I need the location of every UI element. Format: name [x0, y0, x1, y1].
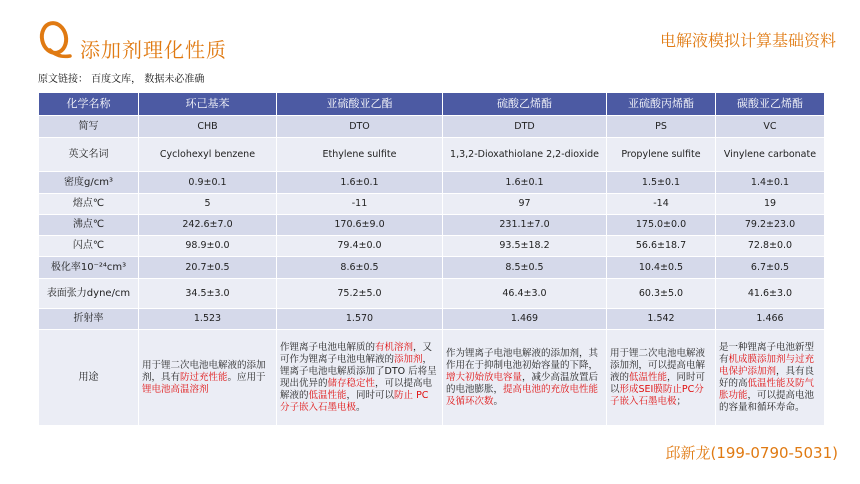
table-row: [39, 138, 825, 172]
table-cell: 10.4±0.5: [607, 257, 716, 279]
usage-cell: [139, 330, 277, 426]
table-cell: -14: [607, 194, 716, 215]
usage-text: 。应用于: [227, 371, 266, 383]
table-row: [39, 116, 825, 138]
highlighted-text: 低温性能及防气胀功能: [719, 377, 815, 401]
highlighted-text: 储存稳定性: [327, 377, 376, 389]
column-header: 亚硫酸丙烯酯: [607, 93, 716, 116]
table-cell: 8.6±0.5: [277, 257, 443, 279]
usage-text: 用于锂二次电池电解液的添加剂，具有: [142, 359, 266, 383]
row-label: 闪点℃: [39, 236, 139, 257]
row-label: 简写: [39, 116, 139, 138]
usage-text: ；: [676, 395, 687, 407]
column-header: 亚硫酸亚乙酯: [277, 93, 443, 116]
table-cell: 56.6±18.7: [607, 236, 716, 257]
table-cell: 19: [716, 194, 825, 215]
highlighted-text: 低温性能: [629, 371, 668, 383]
row-label: 熔点℃: [39, 194, 139, 215]
row-label: 折射率: [39, 309, 139, 330]
source-note: 原文链接： 百度文库， 数据未必准确: [38, 74, 205, 85]
table-cell: 5: [139, 194, 277, 215]
usage-text: 是一种锂离子电池新型有: [719, 341, 815, 365]
highlighted-text: 提高电池的充放电性能及循环次数: [446, 383, 599, 407]
highlighted-text: 机成膜添加剂与过充电保护添加剂: [719, 353, 815, 377]
table-cell: 1.6±0.1: [277, 172, 443, 194]
table-cell: 1.469: [443, 309, 607, 330]
table-cell: 72.8±0.0: [716, 236, 825, 257]
table-cell: 1.523: [139, 309, 277, 330]
highlighted-text: 防止 PC 分子嵌入石墨电极: [280, 389, 429, 413]
usage-cell: [607, 330, 716, 426]
table-cell: 231.1±7.0: [443, 215, 607, 236]
usage-text: 。: [356, 401, 366, 413]
table-cell: 79.2±23.0: [716, 215, 825, 236]
table-cell: 1.570: [277, 309, 443, 330]
highlighted-text: 增大初始放电容量: [446, 371, 523, 383]
table-cell: DTD: [443, 116, 607, 138]
column-header: 硫酸乙烯酯: [443, 93, 607, 116]
contact-info: 邱新龙(199-0790-5031): [665, 444, 838, 462]
table-cell: Ethylene sulfite: [277, 138, 443, 172]
column-header: 环己基苯: [139, 93, 277, 116]
table-row: [39, 257, 825, 279]
table-cell: 1.4±0.1: [716, 172, 825, 194]
usage-cell: [716, 330, 825, 426]
table-cell: 41.6±3.0: [716, 279, 825, 309]
table-cell: 93.5±18.2: [443, 236, 607, 257]
usage-row: [39, 330, 825, 426]
table-row: [39, 172, 825, 194]
row-label: 沸点℃: [39, 215, 139, 236]
usage-text: ，同时可以: [610, 371, 706, 395]
usage-text: 用于锂二次电池电解液添加剂，可以提高电解液的: [610, 347, 706, 383]
table-cell: VC: [716, 116, 825, 138]
table-cell: 1.5±0.1: [607, 172, 716, 194]
row-label: 极化率10⁻²⁴cm³: [39, 257, 139, 279]
doc-series-title: 电解液模拟计算基础资料: [659, 31, 836, 50]
row-label: 英文名词: [39, 138, 139, 172]
highlighted-text: 有机溶剂: [375, 341, 414, 353]
table-cell: 1.542: [607, 309, 716, 330]
table-cell: 46.4±3.0: [443, 279, 607, 309]
usage-text: ，又可作为锂离子电池电解液的: [280, 341, 433, 365]
column-header: 化学名称: [39, 93, 139, 116]
row-label: 表面张力dyne/cm: [39, 279, 139, 309]
table-cell: 34.5±3.0: [139, 279, 277, 309]
usage-text: ，锂离子电池电解质添加了DTO 后将呈现出优异的: [280, 353, 437, 389]
table-row: [39, 309, 825, 330]
q-logo-icon: [36, 20, 72, 60]
column-header: 碳酸亚乙烯酯: [716, 93, 825, 116]
page-title: 添加剂理化性质: [80, 38, 227, 62]
highlighted-text: 形成SEI膜防止PC分子嵌入石墨电极: [610, 383, 704, 407]
usage-text: 。: [493, 395, 504, 407]
usage-text: ，可以提高电解液的: [280, 377, 433, 401]
usage-text: ，减少高温放置后的电池膨胀，: [446, 371, 599, 395]
table-cell: 170.6±9.0: [277, 215, 443, 236]
table-cell: 97: [443, 194, 607, 215]
highlighted-text: 防过充性能: [180, 371, 228, 383]
table-row: [39, 215, 825, 236]
highlighted-text: 锂电池高温溶剂: [142, 383, 209, 395]
table-row: [39, 236, 825, 257]
row-label: 用途: [39, 330, 139, 426]
table-cell: 98.9±0.0: [139, 236, 277, 257]
usage-text: ，具有良好的高: [719, 365, 815, 389]
usage-text: ，可以提高电池的容量和循环寿命。: [719, 389, 815, 413]
usage-cell: [443, 330, 607, 426]
table-cell: Vinylene carbonate: [716, 138, 825, 172]
table-row: [39, 279, 825, 309]
usage-cell: [277, 330, 443, 426]
table-cell: CHB: [139, 116, 277, 138]
table-cell: 8.5±0.5: [443, 257, 607, 279]
row-label: 密度g/cm³: [39, 172, 139, 194]
usage-text: ，同时可以: [346, 389, 395, 401]
table-cell: DTO: [277, 116, 443, 138]
table-cell: 175.0±0.0: [607, 215, 716, 236]
table-cell: 242.6±7.0: [139, 215, 277, 236]
table-cell: 1,3,2-Dioxathiolane 2,2-dioxide: [443, 138, 607, 172]
table-cell: 0.9±0.1: [139, 172, 277, 194]
table-cell: 60.3±5.0: [607, 279, 716, 309]
usage-text: 作为锂离子电池电解液的添加剂，其作用在于抑制电池初始容量的下降，: [446, 347, 599, 371]
usage-text: 作锂离子电池电解质的: [280, 341, 376, 353]
table-cell: Propylene sulfite: [607, 138, 716, 172]
table-cell: -11: [277, 194, 443, 215]
table-cell: 79.4±0.0: [277, 236, 443, 257]
table-cell: PS: [607, 116, 716, 138]
table-cell: Cyclohexyl benzene: [139, 138, 277, 172]
table-cell: 20.7±0.5: [139, 257, 277, 279]
highlighted-text: 低温性能: [308, 389, 347, 401]
table-cell: 75.2±5.0: [277, 279, 443, 309]
table-cell: 1.466: [716, 309, 825, 330]
highlighted-text: 添加剂: [394, 353, 423, 365]
table-cell: 1.6±0.1: [443, 172, 607, 194]
table-row: [39, 194, 825, 215]
table-header-row: [39, 93, 825, 116]
properties-table: [38, 92, 825, 426]
table-cell: 6.7±0.5: [716, 257, 825, 279]
